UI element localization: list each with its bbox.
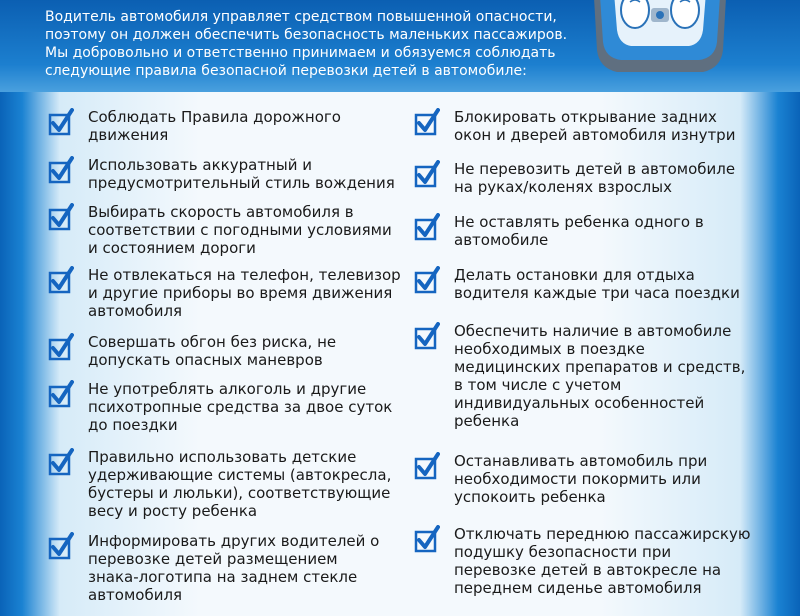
item-line: Совершать обгон без риска, не bbox=[88, 333, 337, 351]
checkbox-check-icon bbox=[48, 156, 74, 184]
item-line: Не отвлекаться на телефон, телевизор bbox=[88, 266, 401, 284]
item-line: Не употреблять алкоголь и другие bbox=[88, 380, 367, 398]
intro-line: Мы добровольно и ответственно принимаем и обязуемся соблюдать bbox=[45, 45, 556, 61]
item-line: ребенка bbox=[454, 412, 520, 430]
intro-line: следующие правила безопасной перевозки детей в автомобиле: bbox=[45, 63, 527, 79]
checkbox-check-icon bbox=[48, 532, 74, 560]
item-line: Соблюдать Правила дорожного bbox=[88, 108, 341, 126]
intro-line: Водитель автомобиля управляет средством повышенной опасности, bbox=[45, 9, 557, 25]
list-item bbox=[48, 448, 392, 532]
item-line: Блокировать открывание задних bbox=[454, 108, 717, 126]
item-line: переднем сиденье автомобиля bbox=[454, 579, 702, 597]
item-line: психотропные средства за двое суток bbox=[88, 398, 393, 416]
intro-line: поэтому он должен обеспечить безопасность маленьких пассажиров. bbox=[45, 27, 568, 43]
list-item bbox=[48, 203, 392, 266]
item-line: удерживающие системы (автокресла, bbox=[88, 466, 392, 484]
list-item bbox=[48, 108, 388, 156]
item-line: перевозке детей в автокресле на bbox=[454, 561, 722, 579]
list-item bbox=[414, 525, 774, 605]
left-column bbox=[48, 108, 401, 616]
checkbox-check-icon bbox=[48, 266, 74, 294]
item-line: автомобиля bbox=[88, 586, 183, 604]
item-line: на руках/коленях взрослых bbox=[454, 178, 672, 196]
list-item bbox=[48, 333, 388, 380]
checkbox-check-icon bbox=[414, 452, 440, 480]
item-line: знака-логотипа на заднем стекле bbox=[88, 568, 358, 586]
item-line: индивидуальных особенностей bbox=[454, 394, 705, 412]
car-seat-illustration bbox=[585, 0, 735, 80]
checkbox-check-icon bbox=[48, 448, 74, 476]
item-line: подушку безопасности при bbox=[454, 543, 672, 561]
item-line: автомобиле bbox=[454, 231, 549, 249]
checkbox-check-icon bbox=[414, 322, 440, 350]
checkbox-check-icon bbox=[48, 333, 74, 361]
item-line: соответствии с погодными условиями bbox=[88, 221, 392, 239]
list-item bbox=[48, 380, 393, 448]
list-item bbox=[48, 156, 395, 203]
item-line: водителя каждые три часа поездки bbox=[454, 284, 740, 302]
item-line: перевозке детей размещением bbox=[88, 550, 338, 568]
item-line: и другие приборы во время движения bbox=[88, 284, 393, 302]
checkbox-check-icon bbox=[48, 108, 74, 136]
checkbox-check-icon bbox=[48, 203, 74, 231]
list-item bbox=[414, 452, 774, 525]
checkbox-check-icon bbox=[414, 213, 440, 241]
item-line: в том числе с учетом bbox=[454, 376, 622, 394]
checkbox-check-icon bbox=[414, 160, 440, 188]
item-line: Останавливать автомобиль при bbox=[454, 452, 708, 470]
list-item bbox=[414, 160, 774, 213]
item-line: Не перевозить детей в автомобиле bbox=[454, 160, 736, 178]
checkbox-check-icon bbox=[414, 525, 440, 553]
checkbox-check-icon bbox=[48, 380, 74, 408]
item-line: окон и дверей автомобиля изнутри bbox=[454, 126, 736, 144]
item-line: необходимых в поездке bbox=[454, 340, 645, 358]
list-item bbox=[48, 266, 401, 333]
item-line: успокоить ребенка bbox=[454, 488, 606, 506]
item-line: до поездки bbox=[88, 416, 178, 434]
item-line: Информировать других водителей о bbox=[88, 532, 380, 550]
item-line: и состоянием дороги bbox=[88, 239, 256, 257]
header-band bbox=[0, 0, 800, 92]
list-item bbox=[414, 108, 774, 160]
checkbox-check-icon bbox=[414, 266, 440, 294]
item-line: Использовать аккуратный и bbox=[88, 156, 312, 174]
item-line: движения bbox=[88, 126, 169, 144]
list-item bbox=[414, 266, 774, 322]
list-item bbox=[414, 213, 774, 266]
item-line: весу и росту ребенка bbox=[88, 502, 258, 520]
item-line: Отключать переднюю пассажирскую bbox=[454, 525, 751, 543]
list-item bbox=[48, 532, 388, 616]
item-line: Выбирать скорость автомобиля в bbox=[88, 203, 354, 221]
item-line: Обеспечить наличие в автомобиле bbox=[454, 322, 732, 340]
item-line: медицинских препаратов и средств, bbox=[454, 358, 746, 376]
item-line: бустеры и люльки), соответствующие bbox=[88, 484, 391, 502]
intro-text bbox=[45, 8, 575, 80]
list-item bbox=[414, 322, 774, 452]
item-line: необходимости покормить или bbox=[454, 470, 701, 488]
item-line: Не оставлять ребенка одного в bbox=[454, 213, 704, 231]
right-column bbox=[414, 108, 774, 605]
item-line: предусмотрительный стиль вождения bbox=[88, 174, 395, 192]
checkbox-check-icon bbox=[414, 108, 440, 136]
item-line: Делать остановки для отдыха bbox=[454, 266, 695, 284]
item-line: Правильно использовать детские bbox=[88, 448, 357, 466]
item-line: автомобиля bbox=[88, 302, 183, 320]
item-line: допускать опасных маневров bbox=[88, 351, 323, 369]
